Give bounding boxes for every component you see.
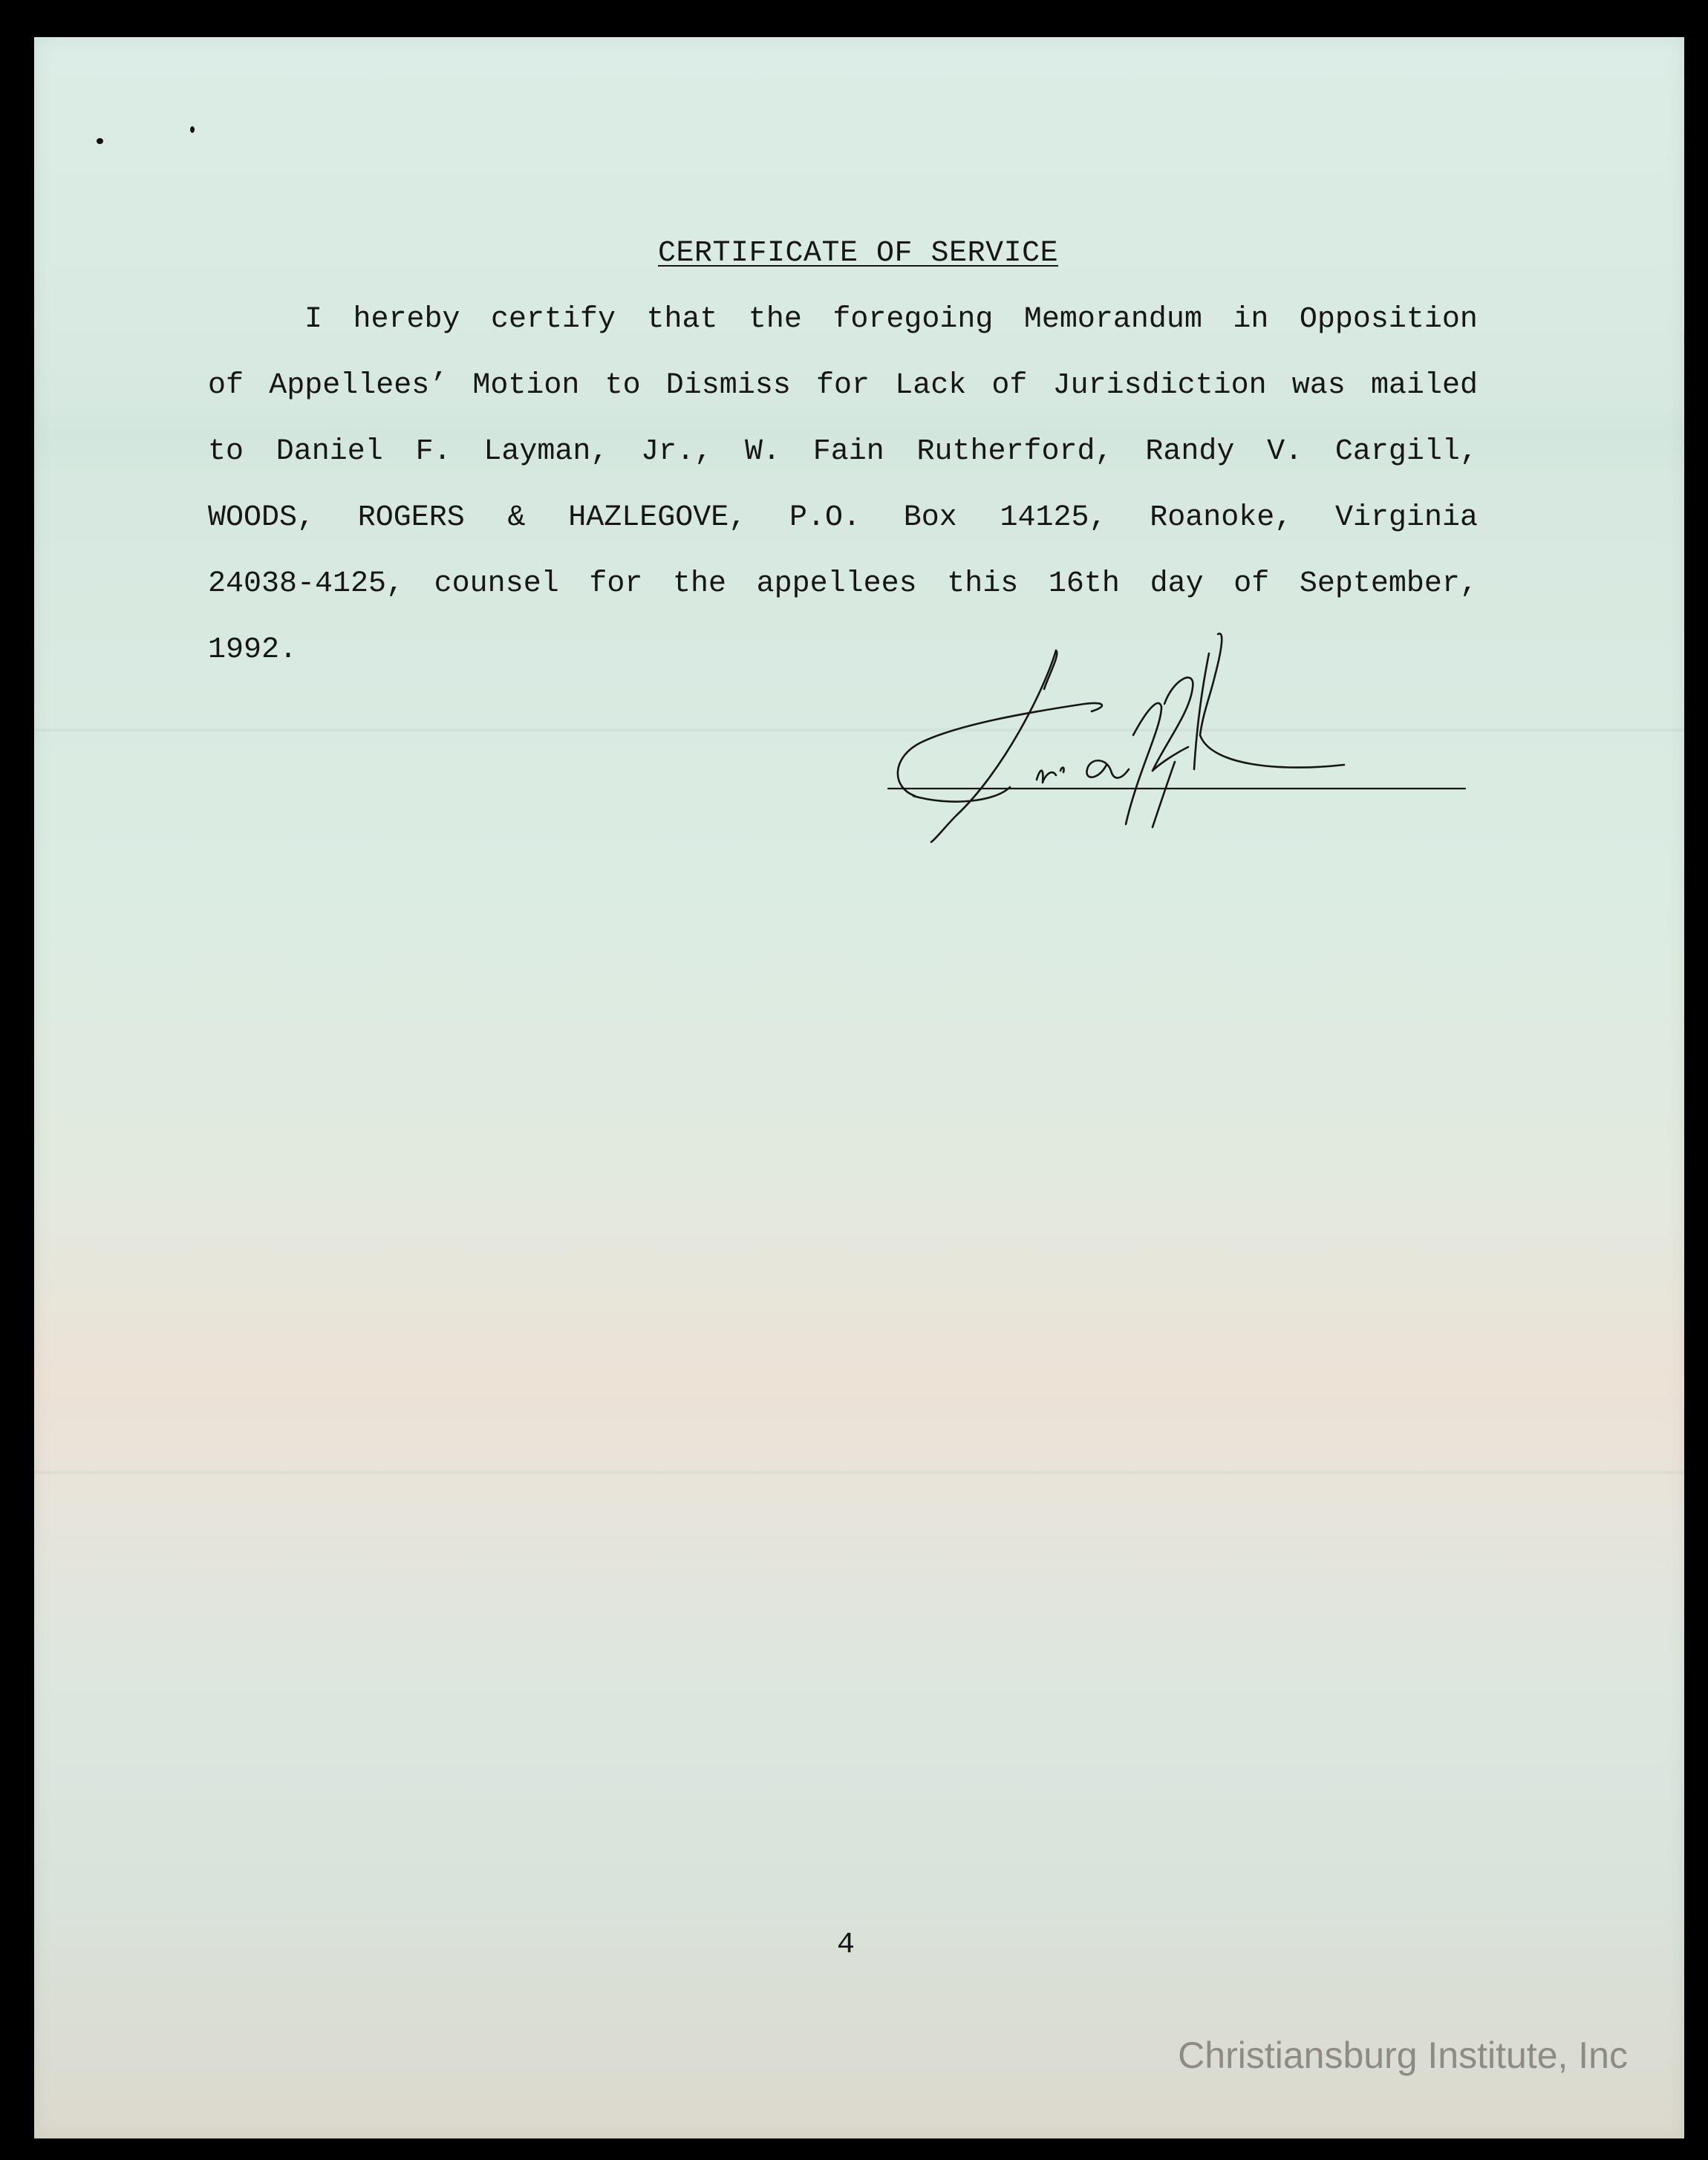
- body-word: Virginia: [1334, 501, 1478, 535]
- body-line: [208, 562, 1478, 628]
- body-line: [208, 430, 1478, 496]
- body-word: Opposition: [1299, 303, 1478, 336]
- body-word: of: [991, 369, 1028, 402]
- body-word: Lack: [895, 369, 967, 402]
- body-word: F.: [415, 435, 452, 469]
- document-title: CERTIFICATE OF SERVICE: [658, 237, 1059, 270]
- body-line: [208, 496, 1478, 562]
- body-word: Rutherford,: [916, 435, 1113, 469]
- body-word: Roanoke,: [1150, 501, 1293, 535]
- body-word: September,: [1299, 567, 1478, 601]
- body-word: I: [304, 303, 323, 336]
- body-line: [208, 364, 1478, 430]
- body-word: the: [748, 303, 802, 336]
- body-word: Randy: [1145, 435, 1235, 469]
- body-word: HAZLEGOVE,: [568, 501, 747, 535]
- body-word: appellees: [756, 567, 917, 601]
- body-word: mailed: [1370, 369, 1478, 402]
- body-line-text: 1992.: [208, 633, 298, 667]
- paper-fold: [34, 1470, 1684, 1475]
- body-word: counsel: [434, 567, 559, 601]
- body-word: Appellees’: [269, 369, 448, 402]
- body-word: to: [208, 435, 244, 469]
- body-word: in: [1233, 303, 1269, 336]
- body-word: day: [1150, 567, 1204, 601]
- speck-mark: [190, 126, 195, 133]
- body-word: for: [589, 567, 643, 601]
- body-word: 24038-4125,: [208, 567, 405, 601]
- body-word: the: [672, 567, 726, 601]
- body-word: Jurisdiction: [1052, 369, 1267, 402]
- body-word: of: [208, 369, 244, 402]
- body-word: WOODS,: [208, 501, 316, 535]
- body-word: Cargill,: [1334, 435, 1478, 469]
- body-line: [208, 298, 1478, 364]
- body-word: P.O.: [789, 501, 861, 535]
- body-word: Layman,: [483, 435, 609, 469]
- body-word: Memorandum: [1023, 303, 1202, 336]
- body-word: ROGERS: [357, 501, 465, 535]
- speck-mark: [97, 138, 103, 144]
- body-word: of: [1233, 567, 1270, 601]
- body-word: Box: [903, 501, 957, 535]
- body-word: V.: [1267, 435, 1303, 469]
- page-number: 4: [837, 1928, 855, 1962]
- body-word: &: [507, 501, 526, 535]
- body-word: Dismiss: [665, 369, 791, 402]
- body-word: Motion: [472, 369, 580, 402]
- body-word: 14125,: [1000, 501, 1107, 535]
- body-word: hereby: [353, 303, 460, 336]
- body-word: Jr.,: [641, 435, 713, 469]
- body-word: Daniel: [276, 435, 383, 469]
- body-word: W.: [744, 435, 780, 469]
- body-word: Fain: [812, 435, 884, 469]
- body-word: 16th: [1048, 567, 1120, 601]
- body-word: this: [947, 567, 1019, 601]
- body-word: foregoing: [832, 303, 994, 336]
- body-word: was: [1291, 369, 1346, 402]
- body-word: that: [646, 303, 718, 336]
- body-word: certify: [490, 303, 616, 336]
- handwritten-signature: [861, 624, 1485, 876]
- body-word: to: [604, 369, 641, 402]
- archive-watermark: Christiansburg Institute, Inc: [1178, 2035, 1628, 2076]
- body-word: for: [816, 369, 870, 402]
